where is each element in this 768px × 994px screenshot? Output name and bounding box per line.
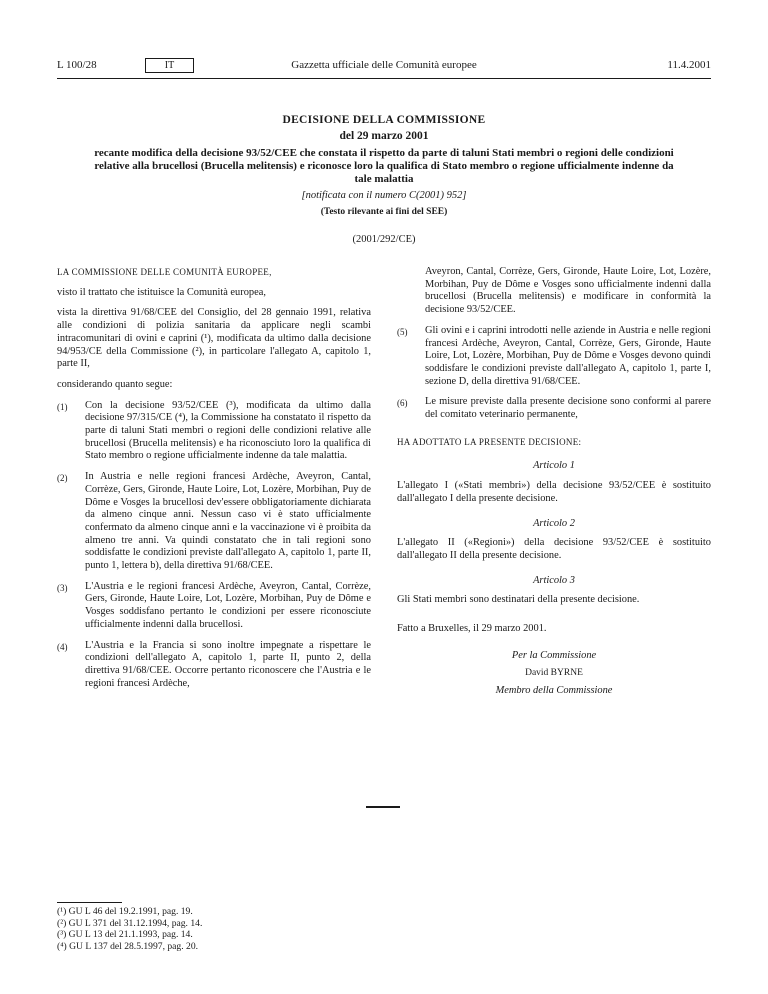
- commission-heading: LA COMMISSIONE DELLE COMUNITÀ EUROPEE,: [57, 267, 272, 277]
- eea-relevance: (Testo rilevante ai fini del SEE): [320, 207, 448, 217]
- header-rule: [57, 78, 711, 79]
- decision-subject: recante modifica della decisione 93/52/CEE che constata il rispetto da parte di taluni Stati membri o regioni delle condizioni relative alla brucellosi (Brucella melitensis) e riconosce loro la qualifica di Stato membro o regione ufficialmente indenne da tale malattia: [94, 147, 674, 185]
- publication-date: 11.4.2001: [667, 59, 711, 71]
- signatory-role: Membro della Commissione: [495, 685, 613, 697]
- recital: [57, 581, 371, 632]
- citation-directive: vista la direttiva 91/68/CEE del Consiglio, del 28 gennaio 1991, relativa alle condizioni di polizia sanitaria da applicare negli scambi intracomunitari di ovini e caprini (¹), modificata da ultimo dalla decisione 94/953/CE della Commissione (²), in particolare l'allegato A, capitolo 1, parte II,: [57, 307, 371, 370]
- recital-continuation: Aveyron, Cantal, Corrèze, Gers, Gironde, Haute Loire, Lot, Lozère, Morbihan, Puy de Dôme e Vosges sono ufficialmente indenni dalla brucellosi (Brucella melitensis) e modificare in conformità la decisione 93/52/CEE.: [425, 266, 711, 316]
- notification-number: [notificata con il numero C(2001) 952]: [301, 190, 467, 201]
- adopted-heading: HA ADOTTATO LA PRESENTE DECISIONE:: [397, 436, 582, 447]
- recital: [397, 396, 711, 421]
- signatory-name: David BYRNE: [525, 668, 583, 679]
- recital-number: (5): [397, 326, 408, 337]
- recital-number: (2): [57, 473, 68, 484]
- article-heading: Articolo 3: [533, 574, 575, 586]
- decision-title: DECISIONE DELLA COMMISSIONE: [282, 114, 486, 126]
- article-text: L'allegato II («Regioni») della decisione 93/52/CEE è sostituito dall'allegato II della presente decisione.: [397, 537, 711, 561]
- running-header: [57, 56, 711, 78]
- decision-number: (2001/292/CE): [352, 234, 416, 245]
- footnotes: [57, 906, 202, 952]
- recital-number: (6): [397, 398, 408, 409]
- footnote: (²) GU L 371 del 31.12.1994, pag. 14.: [57, 917, 203, 929]
- journal-title: Gazzetta ufficiale delle Comunità europee: [291, 59, 477, 71]
- language-box: IT: [145, 58, 194, 73]
- recital-number: (3): [57, 582, 68, 593]
- footnote: (³) GU L 13 del 21.1.1993, pag. 14.: [57, 929, 193, 940]
- page-reference: L 100/28: [57, 59, 97, 71]
- end-rule: [366, 806, 400, 808]
- recital: [57, 400, 371, 464]
- recital-text: L'Austria e le regioni francesi Ardèche, Aveyron, Cantal, Corrèze, Gers, Gironde, Haute Loire, Lot, Lozère, Morbihan, Puy de Dôme e Vosges soddisfano pertanto le condizioni per essere riconosciute ufficialmente indenni dalla brucellosi.: [85, 580, 371, 630]
- footnote: (⁴) GU L 137 del 28.5.1997, pag. 20.: [57, 940, 199, 952]
- recital: [57, 640, 371, 691]
- considering-intro: considerando quanto segue:: [57, 378, 173, 390]
- recital-text: L'Austria e la Francia si sono inoltre impegnate a rispettare le condizioni dell'allegato A, capitolo 1, parte II, punto 2, della direttiva 91/68/CEE. Occorre pertanto riconoscere che l'Austria e le regioni francesi Ardèche,: [85, 639, 371, 689]
- citation-treaty: visto il trattato che istituisce la Comunità europea,: [57, 286, 266, 298]
- decision-date: del 29 marzo 2001: [339, 130, 429, 142]
- left-column: [57, 266, 371, 698]
- recital-text: Gli ovini e i caprini introdotti nelle aziende in Austria e nelle regioni francesi Ardèche, Aveyron, Cantal, Corrèze, Gers, Gironde, Haute Loire, Lot, Lozère, Morbihan, Puy de Dôme e Vosges devono quindi soddisfare le condizioni previste dall'allegato A, capitolo 1, parte I, sezione D, della direttiva 91/68/CEE.: [425, 324, 711, 387]
- done-at: Fatto a Bruxelles, il 29 marzo 2001.: [397, 623, 547, 635]
- article-text: L'allegato I («Stati membri») della decisione 93/52/CEE è sostituito dall'allegato I della presente decisione.: [397, 480, 711, 504]
- recital-number: (1): [57, 401, 68, 412]
- right-column: [397, 266, 711, 706]
- recital-number: (4): [57, 641, 68, 652]
- recital: [397, 325, 711, 389]
- recital-text: In Austria e nelle regioni francesi Ardèche, Aveyron, Cantal, Corrèze, Gers, Gironde, Haute Loire, Lot, Lozère, Morbihan, Puy de Dôme e Vosges la brucellosi dev'essere obbligatoriamente dichiarata da almeno cinque anni. Nessun caso vi è stato ufficialmente confermato da almeno cinque anni e la vaccinazione vi è proibita da almeno tre anni. Va quindi constatato che in tali regioni sono soddisfatte le condizioni previste dall'allegato A, capitolo 1, parte II, punto 1, lettera b), della direttiva 91/68/CEE.: [85, 471, 371, 572]
- footnote: (¹) GU L 46 del 19.2.1991, pag. 19.: [57, 906, 193, 917]
- article-heading: Articolo 2: [533, 517, 575, 529]
- article-heading: Articolo 1: [533, 460, 575, 472]
- recital-text: Le misure previste dalla presente decisione sono conformi al parere del comitato veterinario permanente,: [425, 396, 711, 421]
- recital: [57, 471, 371, 573]
- signature-for: Per la Commissione: [511, 649, 597, 661]
- article-text: Gli Stati membri sono destinatari della presente decisione.: [397, 594, 640, 606]
- recital-text: Con la decisione 93/52/CEE (³), modificata da ultimo dalla decisione 97/315/CE (⁴), la Commissione ha constatato il rispetto da parte di taluni Stati membri o regioni delle condizioni relative alle brucellosi (Brucella melitensis) e ha riconosciuto loro la qualifica di Stato membro o regione ufficialmente indenne da tale malattia.: [85, 399, 371, 462]
- footnote-rule: [57, 902, 122, 903]
